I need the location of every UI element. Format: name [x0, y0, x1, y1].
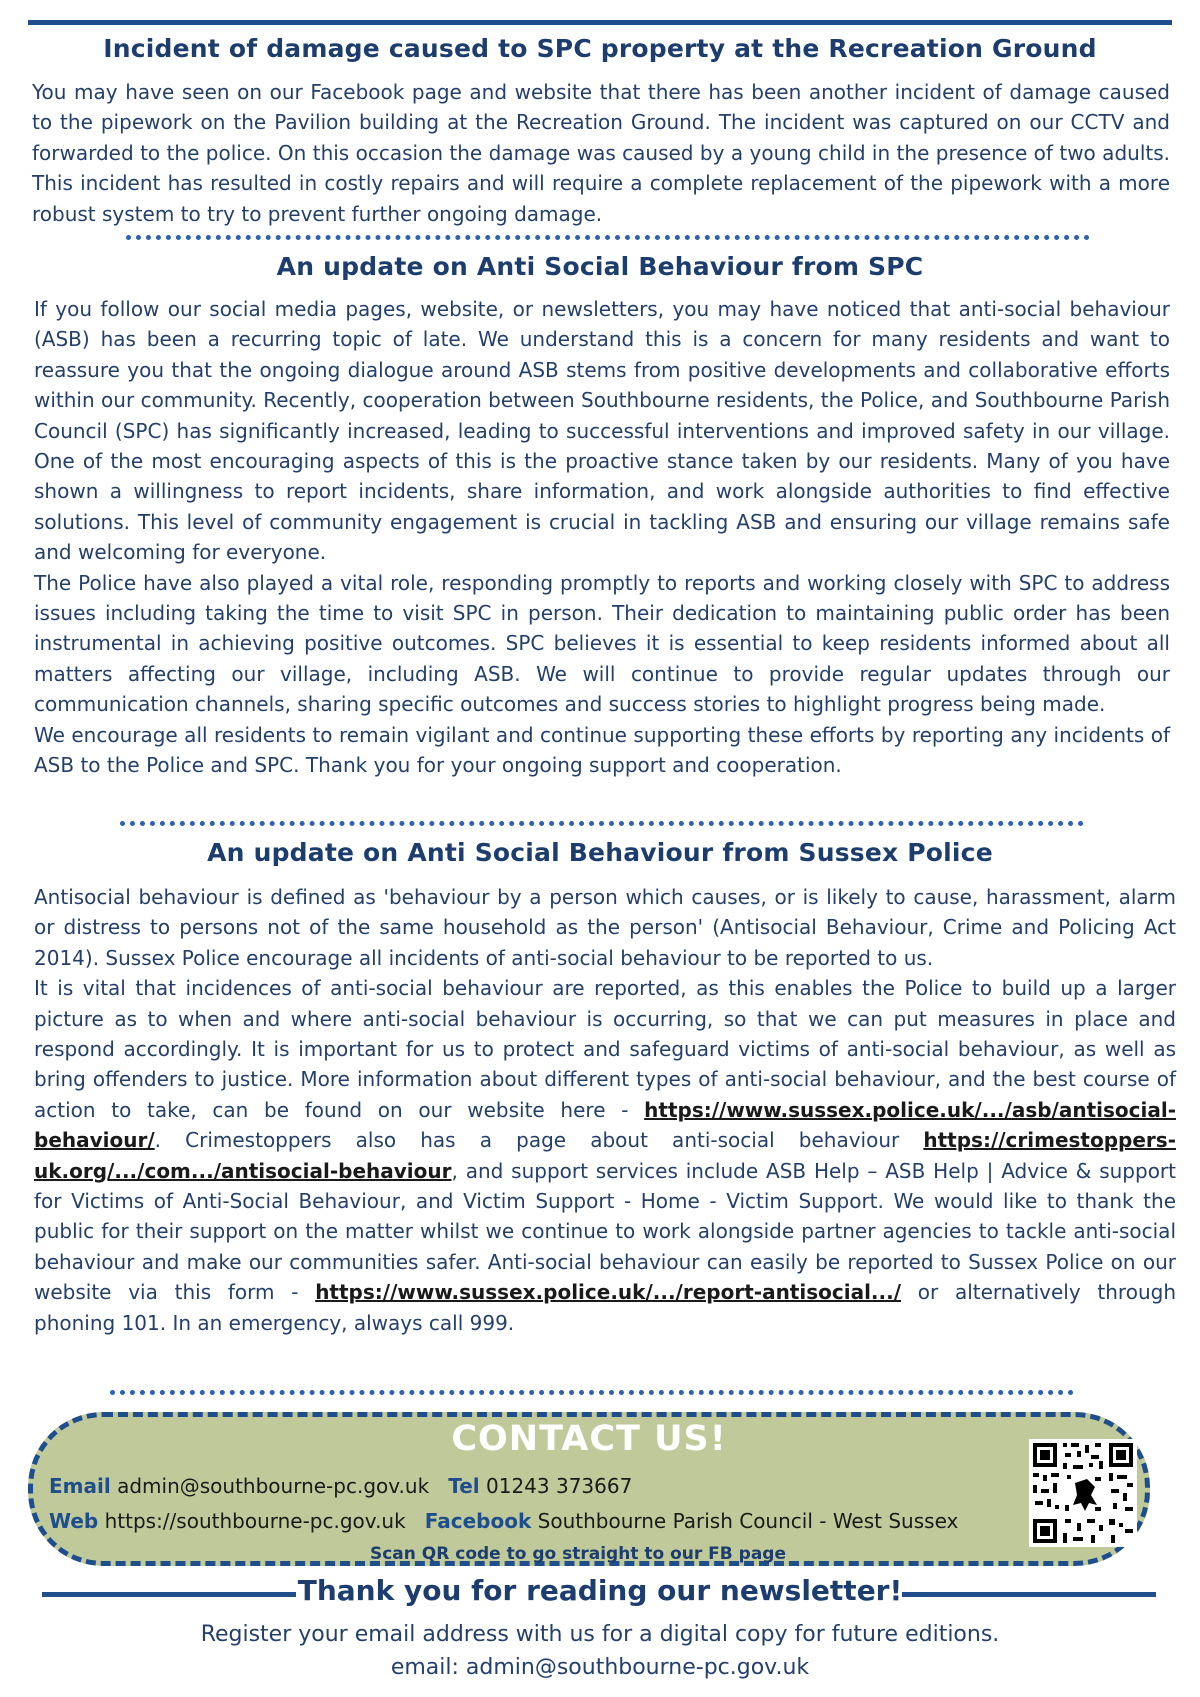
section3-title: An update on Anti Social Behaviour from Sussex Police	[207, 838, 993, 867]
section2-title: An update on Anti Social Behaviour from SPC	[276, 252, 924, 281]
email-value[interactable]: admin@southbourne-pc.gov.uk	[117, 1474, 430, 1498]
section2-paragraph-1: If you follow our social media pages, website, or newsletters, you may have noticed that anti-social behaviour (ASB) has been a recurring topic of late. We understand this is a concern for many residents and want to reassure you that the ongoing dialogue around ASB stems from positive developments and collaborative efforts within our community. Recently, cooperation between Southbourne residents, the Police, and Southbourne Parish Council (SPC) has significantly increased, leading to successful interventions and improved safety in our village. One of the most encouraging aspects of this is the proactive stance taken by our residents. Many of you have shown a willingness to report incidents, share information, and work alongside authorities to find effective solutions. This level of community engagement is crucial in tackling ASB and ensuring our village remains safe and welcoming for everyone.	[34, 297, 1170, 565]
qr-code[interactable]	[1029, 1439, 1137, 1547]
facebook-value[interactable]: Southbourne Parish Council - West Sussex	[537, 1509, 959, 1533]
email-label: Email	[49, 1474, 111, 1498]
contact-title: CONTACT US!	[451, 1419, 727, 1459]
crimestoppers-link[interactable]: https://crimestoppers-uk.org/.../com.../antisocial-behaviour	[34, 1128, 1176, 1183]
qr-note: Scan QR code to go straight to our FB page	[369, 1544, 787, 1564]
dotted-divider	[110, 1390, 1074, 1395]
section2-paragraph-3: We encourage all residents to remain vigilant and continue supporting these efforts by reporting any incidents of ASB to the Police and SPC. Thank you for your ongoing support and cooperation.	[34, 722, 1170, 778]
facebook-label: Facebook	[424, 1509, 532, 1533]
dotted-divider	[126, 235, 1090, 240]
section3-paragraph-1: Antisocial behaviour is defined as 'behaviour by a person which causes, or is likely to cause, harassment, alarm or distress to persons not of the same household as the person' (Antisocial Behaviour, Crime and Policing Act 2014). Sussex Police encourage all incidents of anti-social behaviour to be reported to us.	[34, 885, 1176, 970]
thanks-heading: Thank you for reading our newsletter!	[297, 1574, 903, 1607]
section3-body	[34, 882, 1176, 1338]
contact-box	[28, 1412, 1150, 1566]
qr-code-graphic	[1029, 1439, 1137, 1547]
section2-paragraph-2: The Police have also played a vital role, responding promptly to reports and working closely with SPC to address issues including taking the time to visit SPC in person. Their dedication to maintaining public order has been instrumental in achieving positive outcomes. SPC believes it is essential to keep residents informed about all matters affecting our village, including ASB. We will continue to provide regular updates through our communication channels, sharing specific outcomes and success stories to highlight progress being made.	[34, 570, 1170, 717]
section3-text-d: or alternatively through phoning 101. In an emergency, always call 999.	[34, 1280, 1176, 1335]
web-label: Web	[49, 1509, 99, 1533]
tel-label: Tel	[448, 1474, 480, 1498]
section3-text-a: It is vital that incidences of anti-social behaviour are reported, as this enables the Police to build up a larger picture as to when and where anti-social behaviour is occurring, so that we can put measures in place and respond accordingly. It is important for us to protect and safeguard victims of anti-social behaviour, as well as bring offenders to justice. More information about different types of anti-social behaviour, and the best course of action to take, can be found on our website here -	[34, 976, 1176, 1122]
contact-web-facebook-line	[49, 1509, 958, 1533]
section1-title: Incident of damage caused to SPC property at the Recreation Ground	[103, 34, 1097, 63]
section3-text-b: . Crimestoppers also has a page about anti-social behaviour	[154, 1128, 924, 1153]
section1-body	[32, 77, 1170, 229]
section3-paragraph-2	[34, 973, 1176, 1338]
section2-body	[34, 294, 1170, 781]
contact-email-tel-line	[49, 1474, 632, 1498]
tel-value[interactable]: 01243 373667	[486, 1474, 633, 1498]
footer-email[interactable]: email: admin@southbourne-pc.gov.uk	[390, 1655, 810, 1680]
sussex-police-asb-link[interactable]: https://www.sussex.police.uk/.../asb/antisocial-behaviour/	[34, 1097, 1176, 1153]
section1-paragraph: You may have seen on our Facebook page and website that there has been another incident of damage caused to the pipework on the Pavilion building at the Recreation Ground. The incident was captured on our CCTV and forwarded to the police. On this occasion the damage was caused by a young child in the presence of two adults. This incident has resulted in costly repairs and will require a complete replacement of the pipework with a more robust system to try to prevent further ongoing damage.	[32, 80, 1170, 226]
report-antisocial-link[interactable]: https://www.sussex.police.uk/.../report-antisocial.../	[315, 1280, 902, 1305]
register-text: Register your email address with us for a digital copy for future editions.	[200, 1622, 1000, 1647]
dotted-divider	[120, 821, 1084, 826]
top-rule	[28, 20, 1172, 25]
web-value[interactable]: https://southbourne-pc.gov.uk	[104, 1509, 406, 1533]
section3-text-c: , and support services include ASB Help – ASB Help | Advice & support for Victims of Anti-Social Behaviour, and Victim Support - Home - Victim Support. We would like to thank the public for their support on the matter whilst we continue to work alongside partner agencies to tackle anti-social behaviour and make our communities safer. Anti-social behaviour can easily be reported to Sussex Police on our website via this form -	[34, 1158, 1176, 1305]
